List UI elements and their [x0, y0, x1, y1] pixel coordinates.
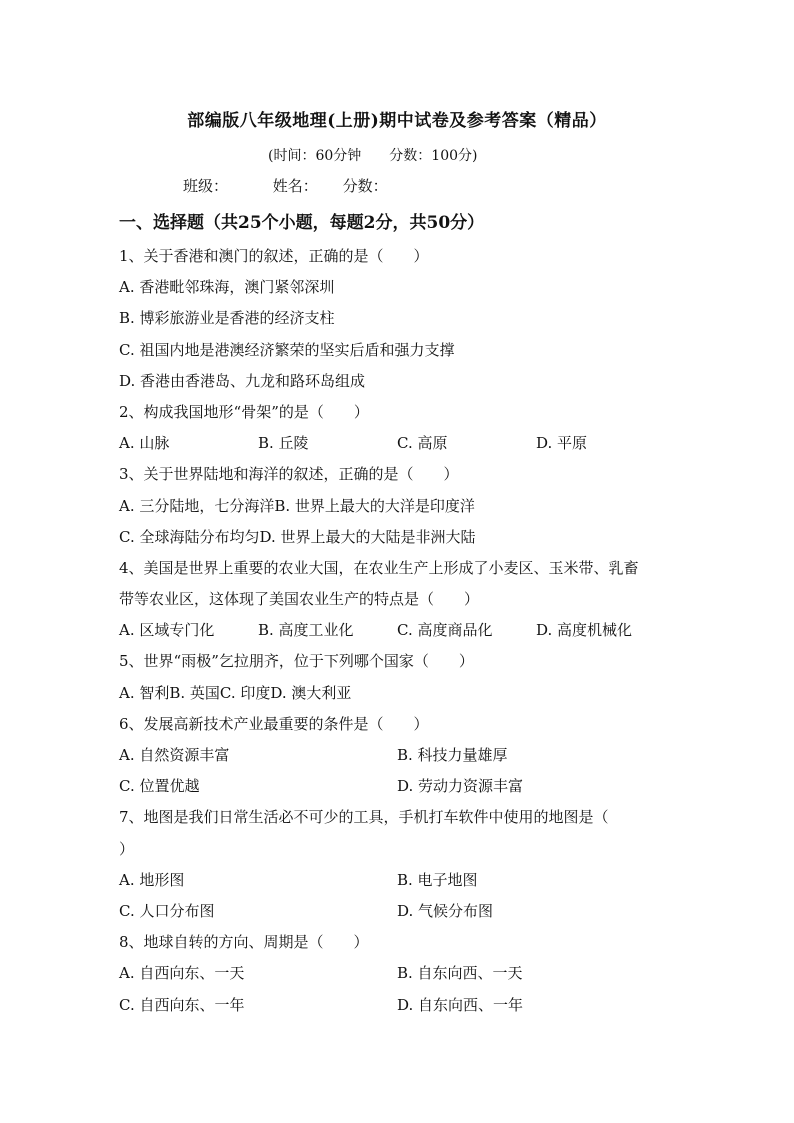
answer-option: D. 高度机械化	[536, 621, 633, 640]
exam-time: (时间：60分钟	[268, 148, 362, 164]
answer-option: A. 智利B. 英国C. 印度D. 澳大利亚	[119, 683, 352, 702]
answer-option: A. 自然资源丰富	[119, 746, 230, 764]
option-row	[119, 775, 679, 806]
answer-option: B. 科技力量雄厚	[397, 746, 508, 764]
answer-option: D. 香港由香港岛、九龙和路环岛组成	[119, 371, 366, 390]
exam-total-score: 分数：100分)	[389, 148, 478, 164]
answer-option: A. 地形图	[119, 870, 185, 889]
score-label: 分数：	[342, 177, 388, 195]
answer-option: C. 全球海陆分布均匀D. 世界上最大的大陆是非洲大陆	[119, 527, 476, 546]
answer-option: D. 自东向西、一年	[397, 995, 524, 1014]
section-heading: 一、选择题（共25个小题，每题2分，共50分）	[119, 213, 485, 233]
answer-option: A. 区域专门化	[119, 621, 215, 640]
answer-option: B. 博彩旅游业是香港的经济支柱	[119, 309, 335, 328]
question-stem: 8、地球自转的方向、周期是（ ）	[119, 933, 369, 952]
option-row	[119, 619, 679, 650]
answer-option: D. 平原	[536, 434, 588, 453]
answer-option: C. 位置优越	[119, 777, 200, 796]
answer-option: C. 人口分布图	[119, 901, 215, 920]
student-info	[183, 175, 408, 196]
answer-option: A. 自西向东、一天	[119, 964, 245, 983]
question-stem-continued: 带等农业区，这体现了美国农业生产的特点是（ ）	[119, 590, 480, 609]
question-stem: 5、世界“雨极”乞拉朋齐，位于下列哪个国家（ ）	[119, 652, 474, 671]
question-stem: 2、构成我国地形“骨架”的是（ ）	[119, 402, 369, 421]
answer-option: C. 自西向东、一年	[119, 995, 245, 1014]
question-stem: 3、关于世界陆地和海洋的叙述，正确的是（ ）	[119, 465, 459, 484]
option-row	[119, 869, 679, 900]
answer-option: B. 自东向西、一天	[397, 964, 523, 983]
question-stem: 6、发展高新技术产业最重要的条件是（ ）	[119, 714, 429, 733]
answer-option: A. 香港毗邻珠海，澳门紧邻深圳	[119, 278, 335, 297]
question-stem-continued: ）	[119, 839, 135, 858]
class-label: 班级：	[183, 177, 229, 195]
answer-option: B. 丘陵	[258, 434, 309, 453]
name-label: 姓名：	[272, 177, 318, 195]
option-row	[119, 432, 679, 463]
question-stem: 1、关于香港和澳门的叙述，正确的是（ ）	[119, 247, 429, 265]
answer-option: C. 高原	[397, 434, 448, 453]
question-stem: 7、地图是我们日常生活必不可少的工具，手机打车软件中使用的地图是（	[119, 808, 609, 827]
question-stem: 4、美国是世界上重要的农业大国，在农业生产上形成了小麦区、玉米带、乳畜	[119, 558, 639, 577]
answer-option: B. 高度工业化	[258, 621, 354, 640]
answer-option: A. 三分陆地，七分海洋B. 世界上最大的大洋是印度洋	[119, 496, 475, 515]
answer-option: C. 高度商品化	[397, 621, 493, 640]
option-row	[119, 962, 679, 993]
answer-option: D. 劳动力资源丰富	[397, 777, 524, 796]
answer-option: D. 气候分布图	[397, 901, 494, 920]
exam-duration-score	[268, 145, 477, 165]
page-title: 部编版八年级地理(上册)期中试卷及参考答案（精品）	[187, 111, 607, 131]
answer-option: A. 山脉	[119, 434, 170, 453]
answer-option: B. 电子地图	[397, 870, 478, 889]
option-row	[119, 994, 679, 1025]
option-row	[119, 900, 679, 931]
question-list	[119, 245, 679, 1025]
answer-option: C. 祖国内地是港澳经济繁荣的坚实后盾和强力支撑	[119, 340, 455, 359]
option-row	[119, 744, 679, 775]
